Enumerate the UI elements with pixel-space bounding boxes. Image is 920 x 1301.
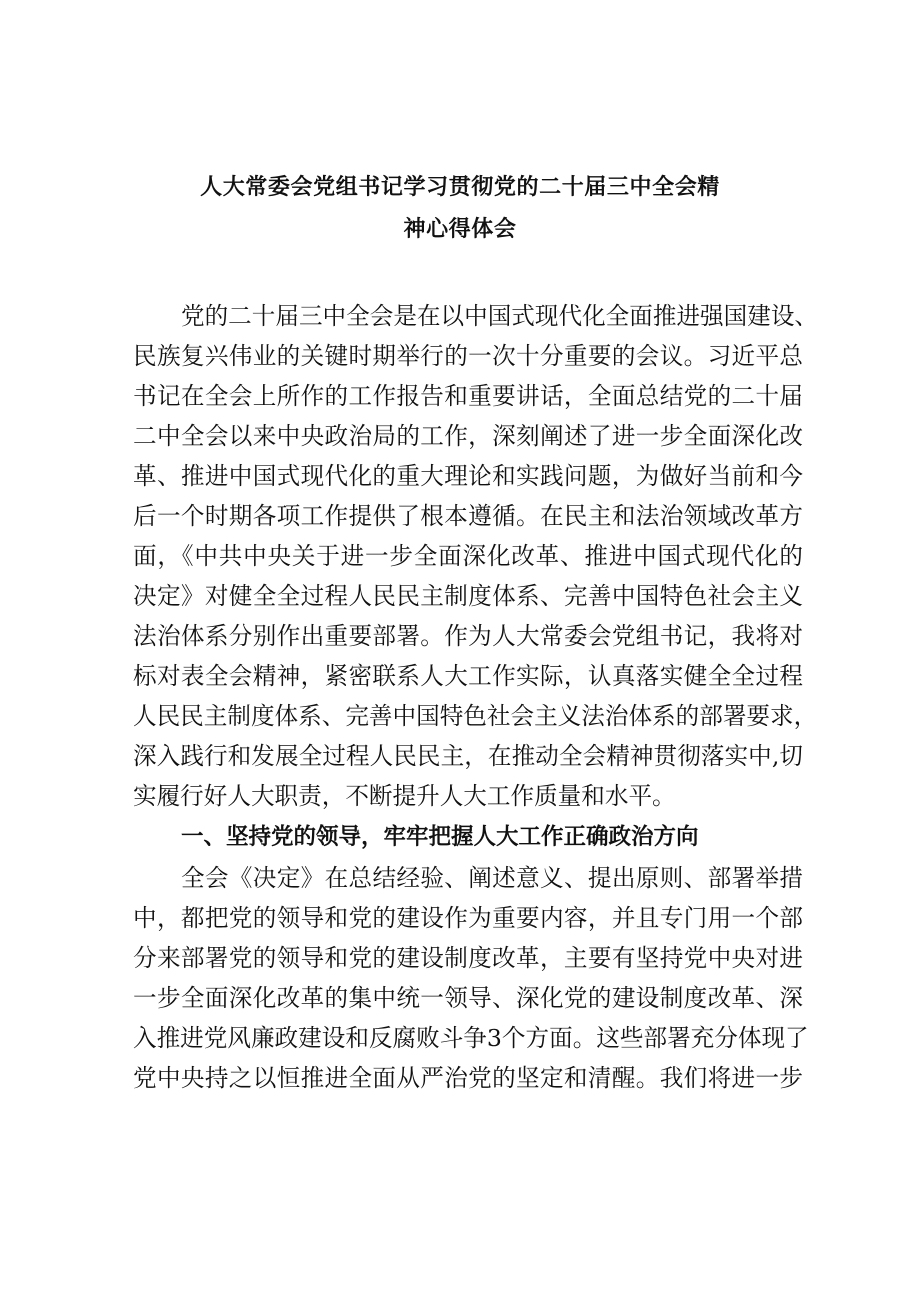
- paragraph-1-line-2: 民族复兴伟业的关键时期举行的一次十分重要的会议。习近平总: [133, 342, 803, 370]
- paragraph-1-line-3: 书记在全会上所作的工作报告和重要讲话，全面总结党的二十届: [133, 382, 803, 410]
- paragraph-1-line-1: 党的二十届三中全会是在以中国式现代化全面推进强国建设、: [181, 302, 819, 330]
- paragraph-1-line-7: 面，《中共中央关于进一步全面深化改革、推进中国式现代化的: [133, 542, 803, 570]
- document-title-line-1: 人大常委会党组书记学习贯彻党的二十届三中全会精: [200, 175, 720, 200]
- paragraph-2-line-4: 一步全面深化改革的集中统一领导、深化党的建设制度改革、深: [133, 984, 803, 1012]
- paragraph-1-line-12: 深入践行和发展全过程人民民主，在推动全会精神贯彻落实中,切: [133, 742, 803, 770]
- paragraph-2-line-3: 分来部署党的领导和党的建设制度改革，主要有坚持党中央对进: [133, 944, 803, 972]
- paragraph-1-line-5: 革、推进中国式现代化的重大理论和实践问题，为做好当前和今: [133, 462, 803, 490]
- paragraph-1-line-13: 实履行好人大职责，不断提升人大工作质量和水平。: [133, 782, 676, 810]
- paragraph-2-line-6: 党中央持之以恒推进全面从严治党的坚定和清醒。我们将进一步: [133, 1064, 803, 1092]
- paragraph-1-line-8: 决定》对健全全过程人民民主制度体系、完善中国特色社会主义: [133, 582, 803, 610]
- document-title-line-2: 神心得体会: [403, 217, 517, 242]
- paragraph-2-line-1: 全会《决定》在总结经验、阐述意义、提出原则、部署举措: [181, 864, 803, 892]
- paragraph-1-line-6: 后一个时期各项工作提供了根本遵循。在民主和法治领域改革方: [133, 502, 803, 530]
- paragraph-2-line-5: 入推进党风廉政建设和反腐败斗争3个方面。这些部署充分体现了: [133, 1024, 809, 1052]
- paragraph-1-line-11: 人民民主制度体系、完善中国特色社会主义法治体系的部署要求，: [133, 702, 818, 730]
- paragraph-1-line-9: 法治体系分别作出重要部署。作为人大常委会党组书记，我将对: [133, 622, 803, 650]
- paragraph-2-line-2: 中，都把党的领导和党的建设作为重要内容，并且专门用一个部: [133, 904, 803, 932]
- paragraph-1-line-10: 标对表全会精神，紧密联系人大工作实际，认真落实健全全过程: [133, 662, 803, 690]
- paragraph-1-line-4: 二中全会以来中央政治局的工作，深刻阐述了进一步全面深化改: [133, 422, 803, 450]
- section-1-heading: 一、坚持党的领导，牢牢把握人大工作正确政治方向: [181, 824, 699, 850]
